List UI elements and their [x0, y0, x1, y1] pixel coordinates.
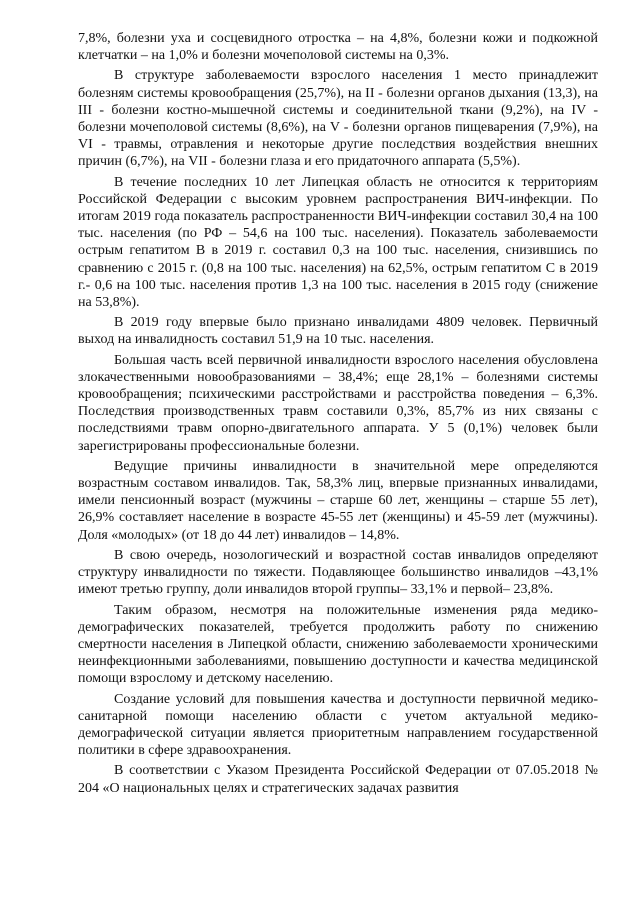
paragraph-disability-severity: В свою очередь, нозологический и возрастной состав инвалидов определяют структуру инвалидности по тяжести. Подавляющее большинство инвалидов –43,1% имеют третью группу, доли инвалидов второй группы– 33,1% и первой– 23,8%. [78, 547, 598, 598]
paragraph-disability-age: Ведущие причины инвалидности в значительной мере определяются возрастным составом инвалидов. Так, 58,3% лиц, впервые признанных инвалидами, имели пенсионный возраст (мужчины – старше 60 лет, женщины – старше 55 лет), 26,9% составляет население в возрасте 45-55 лет (женщины) и 45-59 лет (мужчины). Доля «молодых» (от 18 до 44 лет) инвалидов – 14,8%. [78, 458, 598, 543]
paragraph-presidential-decree: В соответствии с Указом Президента Российской Федерации от 07.05.2018 № 204 «О национальных целях и стратегических задачах развития [78, 763, 598, 796]
paragraph-disability-causes: Большая часть всей первичной инвалидности взрослого населения обусловлена злокачественными новообразованиями – 38,4%; еще 28,1% – болезнями системы кровообращения; психическими расстройствами и расстройства поведения – 6,3%. Последствия производственных травм составили 0,3%, 85,7% из них связаны с последствиями травм опорно-двигательного аппарата. У 5 (0,1%) человек были зарегистрированы профессиональные болезни. [78, 352, 598, 454]
paragraph-hiv-hepatitis: В течение последних 10 лет Липецкая область не относится к территориям Российской Федерации с высоким уровнем распространения ВИЧ-инфекции. По итогам 2019 года показатель распространенности ВИЧ-инфекции составил 30,4 на 100 тыс. населения (по РФ – 54,6 на 100 тыс. населения). Показатель заболеваемости острым гепатитом В в 2019 г. составил 0,3 на 100 тыс. населения, снизившись по сравнению с 2015 г. (0,8 на 100 тыс. населения) на 62,5%, острым гепатитом С в 2019 г.- 0,6 на 100 тыс. населения против 1,3 на 100 тыс. населения в 2015 году (снижение на 53,8%). [78, 174, 598, 311]
paragraph-primary-care: Создание условий для повышения качества и доступности первичной медико-санитарной помощи населению области с учетом актуальной медико-демографической ситуации является приоритетным направлением государственной политики в сфере здравоохранения. [78, 691, 598, 759]
paragraph-diseases-continuation: 7,8%, болезни уха и сосцевидного отростка – на 4,8%, болезни кожи и подкожной клетчатки – на 1,0% и болезни мочеполовой системы на 0,3%. [78, 31, 598, 64]
paragraph-adult-morbidity-structure: В структуре заболеваемости взрослого населения 1 место принадлежит болезням системы кровообращения (25,7%), на II - болезни органов дыхания (13,3), на III - болезни костно-мышечной системы и соединительной ткани (9,2%), на IV - болезни мочеполовой системы (8,6%), на V - болезни органов пищеварения (7,9%), на VI - травмы, отравления и некоторые другие последствия воздействия внешних причин (6,7%), на VII - болезни глаза и его придаточного аппарата (5,5%). [78, 68, 598, 170]
paragraph-conclusion: Таким образом, несмотря на положительные изменения ряда медико-демографических показателей, требуется продолжить работу по снижению смертности населения в Липецкой области, снижению заболеваемости хроническими неинфекционными заболеваниями, повышению доступности и качества медицинской помощи взрослому и детскому населению. [78, 602, 598, 687]
paragraph-disability-2019: В 2019 году впервые было признано инвалидами 4809 человек. Первичный выход на инвалидность составил 51,9 на 10 тыс. населения. [78, 315, 598, 348]
